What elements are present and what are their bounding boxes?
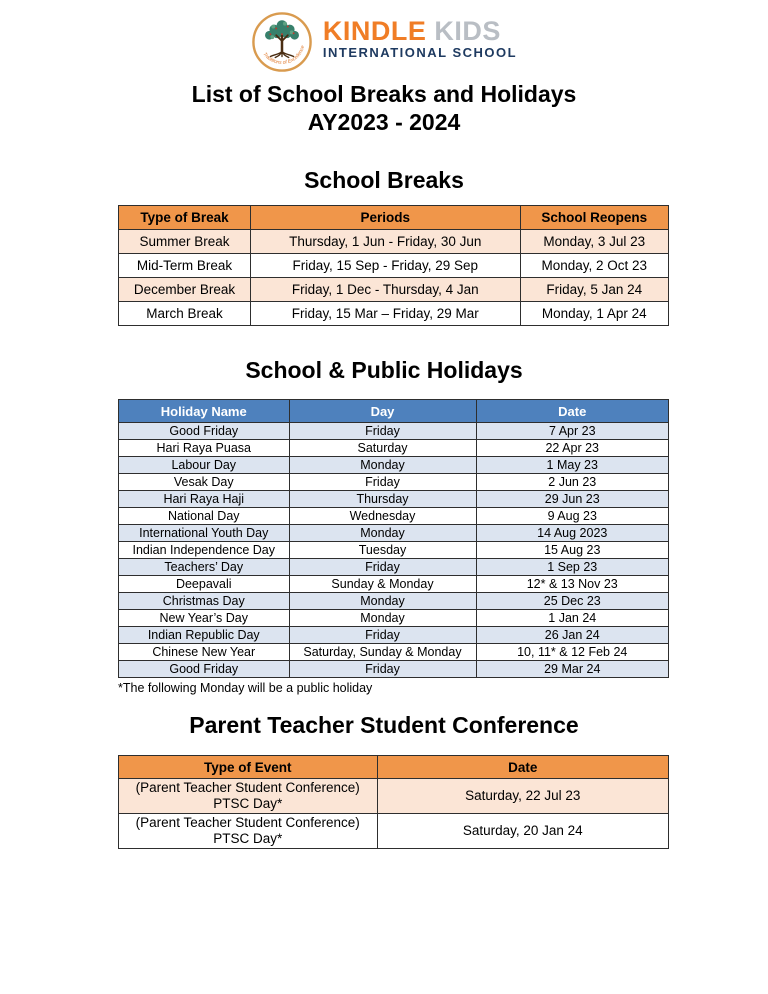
- cell-day: Thursday: [289, 491, 476, 508]
- cell-date: 7 Apr 23: [476, 423, 669, 440]
- column-header-type-of-break: Type of Break: [119, 206, 251, 230]
- cell-holiday-name: Teachers’ Day: [119, 559, 290, 576]
- table-row: [119, 230, 669, 254]
- cell-day: Monday: [289, 593, 476, 610]
- column-header-holiday-name: Holiday Name: [119, 400, 290, 423]
- cell-break-type: Mid-Term Break: [119, 254, 251, 278]
- cell-date: 1 Sep 23: [476, 559, 669, 576]
- cell-day: Friday: [289, 474, 476, 491]
- cell-holiday-name: Christmas Day: [119, 593, 290, 610]
- column-header-periods: Periods: [251, 206, 521, 230]
- cell-holiday-name: Chinese New Year: [119, 644, 290, 661]
- table-row: [119, 542, 669, 559]
- table-row: [119, 508, 669, 525]
- cell-holiday-name: Vesak Day: [119, 474, 290, 491]
- holidays-header-row: [119, 400, 669, 423]
- cell-event: [119, 779, 378, 814]
- holidays-table: [118, 399, 669, 678]
- cell-holiday-name: Labour Day: [119, 457, 290, 474]
- cell-period: Friday, 15 Sep - Friday, 29 Sep: [251, 254, 521, 278]
- cell-day: Friday: [289, 559, 476, 576]
- holidays-heading: School & Public Holidays: [245, 357, 523, 383]
- cell-day: Friday: [289, 661, 476, 678]
- cell-holiday-name: New Year’s Day: [119, 610, 290, 627]
- table-row: [119, 610, 669, 627]
- cell-break-type: December Break: [119, 278, 251, 302]
- table-row: [119, 423, 669, 440]
- cell-date: 26 Jan 24: [476, 627, 669, 644]
- cell-reopen-date: Monday, 2 Oct 23: [520, 254, 669, 278]
- cell-period: Thursday, 1 Jun - Friday, 30 Jun: [251, 230, 521, 254]
- table-row: [119, 491, 669, 508]
- cell-date: 2 Jun 23: [476, 474, 669, 491]
- cell-date: 29 Mar 24: [476, 661, 669, 678]
- table-row: [119, 302, 669, 326]
- cell-day: Friday: [289, 423, 476, 440]
- table-row: [119, 779, 669, 814]
- table-row: [119, 644, 669, 661]
- cell-date: 25 Dec 23: [476, 593, 669, 610]
- cell-holiday-name: Good Friday: [119, 661, 290, 678]
- table-row: [119, 661, 669, 678]
- school-logo-text: [323, 11, 517, 61]
- cell-holiday-name: International Youth Day: [119, 525, 290, 542]
- table-row: [119, 525, 669, 542]
- event-line1: (Parent Teacher Student Conference): [135, 815, 360, 830]
- school-breaks-table: [118, 205, 669, 326]
- ptsc-header-row: [119, 756, 669, 779]
- table-row: [119, 474, 669, 491]
- school-logo-icon: [251, 11, 313, 73]
- school-logo: [0, 0, 768, 74]
- cell-break-type: Summer Break: [119, 230, 251, 254]
- cell-holiday-name: Indian Independence Day: [119, 542, 290, 559]
- table-row: [119, 576, 669, 593]
- cell-date: Saturday, 22 Jul 23: [377, 779, 669, 814]
- event-line2: PTSC Day*: [213, 796, 283, 811]
- table-row: [119, 457, 669, 474]
- column-header-date: Date: [377, 756, 669, 779]
- event-line2: PTSC Day*: [213, 831, 283, 846]
- table-row: [119, 278, 669, 302]
- column-header-day: Day: [289, 400, 476, 423]
- cell-period: Friday, 1 Dec - Thursday, 4 Jan: [251, 278, 521, 302]
- cell-day: Sunday & Monday: [289, 576, 476, 593]
- cell-period: Friday, 15 Mar – Friday, 29 Mar: [251, 302, 521, 326]
- cell-break-type: March Break: [119, 302, 251, 326]
- cell-day: Saturday, Sunday & Monday: [289, 644, 476, 661]
- table-row: [119, 814, 669, 849]
- document-title-line1: List of School Breaks and Holidays: [191, 81, 577, 107]
- cell-date: 1 Jan 24: [476, 610, 669, 627]
- column-header-school-reopens: School Reopens: [520, 206, 669, 230]
- table-row: [119, 440, 669, 457]
- cell-reopen-date: Friday, 5 Jan 24: [520, 278, 669, 302]
- cell-day: Friday: [289, 627, 476, 644]
- cell-day: Wednesday: [289, 508, 476, 525]
- table-row: [119, 254, 669, 278]
- cell-date: 12* & 13 Nov 23: [476, 576, 669, 593]
- table-row: [119, 559, 669, 576]
- cell-date: 10, 11* & 12 Feb 24: [476, 644, 669, 661]
- table-row: [119, 593, 669, 610]
- cell-holiday-name: Good Friday: [119, 423, 290, 440]
- school-breaks-heading: School Breaks: [304, 167, 464, 193]
- school-name-subtitle: INTERNATIONAL SCHOOL: [322, 45, 518, 60]
- cell-event: [119, 814, 378, 849]
- ptsc-table: [118, 755, 669, 849]
- cell-day: Saturday: [289, 440, 476, 457]
- column-header-date: Date: [476, 400, 669, 423]
- cell-holiday-name: Deepavali: [119, 576, 290, 593]
- cell-reopen-date: Monday, 3 Jul 23: [520, 230, 669, 254]
- cell-date: 1 May 23: [476, 457, 669, 474]
- cell-day: Monday: [289, 610, 476, 627]
- holidays-footnote: *The following Monday will be a public holiday: [118, 681, 373, 695]
- cell-date: 15 Aug 23: [476, 542, 669, 559]
- document-title: [0, 80, 768, 136]
- school-name: [323, 18, 517, 45]
- cell-date: 14 Aug 2023: [476, 525, 669, 542]
- cell-holiday-name: Hari Raya Haji: [119, 491, 290, 508]
- cell-day: Tuesday: [289, 542, 476, 559]
- logo-tagline: Traditions of Excellence: [261, 44, 307, 66]
- ptsc-heading: Parent Teacher Student Conference: [189, 712, 579, 738]
- cell-holiday-name: National Day: [119, 508, 290, 525]
- cell-date: 9 Aug 23: [476, 508, 669, 525]
- event-line1: (Parent Teacher Student Conference): [135, 780, 360, 795]
- table-row: [119, 627, 669, 644]
- document-title-line2: AY2023 - 2024: [307, 109, 461, 135]
- cell-holiday-name: Hari Raya Puasa: [119, 440, 290, 457]
- cell-date: Saturday, 20 Jan 24: [377, 814, 669, 849]
- cell-day: Monday: [289, 457, 476, 474]
- cell-day: Monday: [289, 525, 476, 542]
- school-breaks-header-row: [119, 206, 669, 230]
- cell-date: 29 Jun 23: [476, 491, 669, 508]
- school-name-kids: KIDS: [434, 16, 501, 46]
- column-header-type-of-event: Type of Event: [119, 756, 378, 779]
- cell-date: 22 Apr 23: [476, 440, 669, 457]
- school-name-kindle: KINDLE: [322, 16, 427, 46]
- cell-reopen-date: Monday, 1 Apr 24: [520, 302, 669, 326]
- cell-holiday-name: Indian Republic Day: [119, 627, 290, 644]
